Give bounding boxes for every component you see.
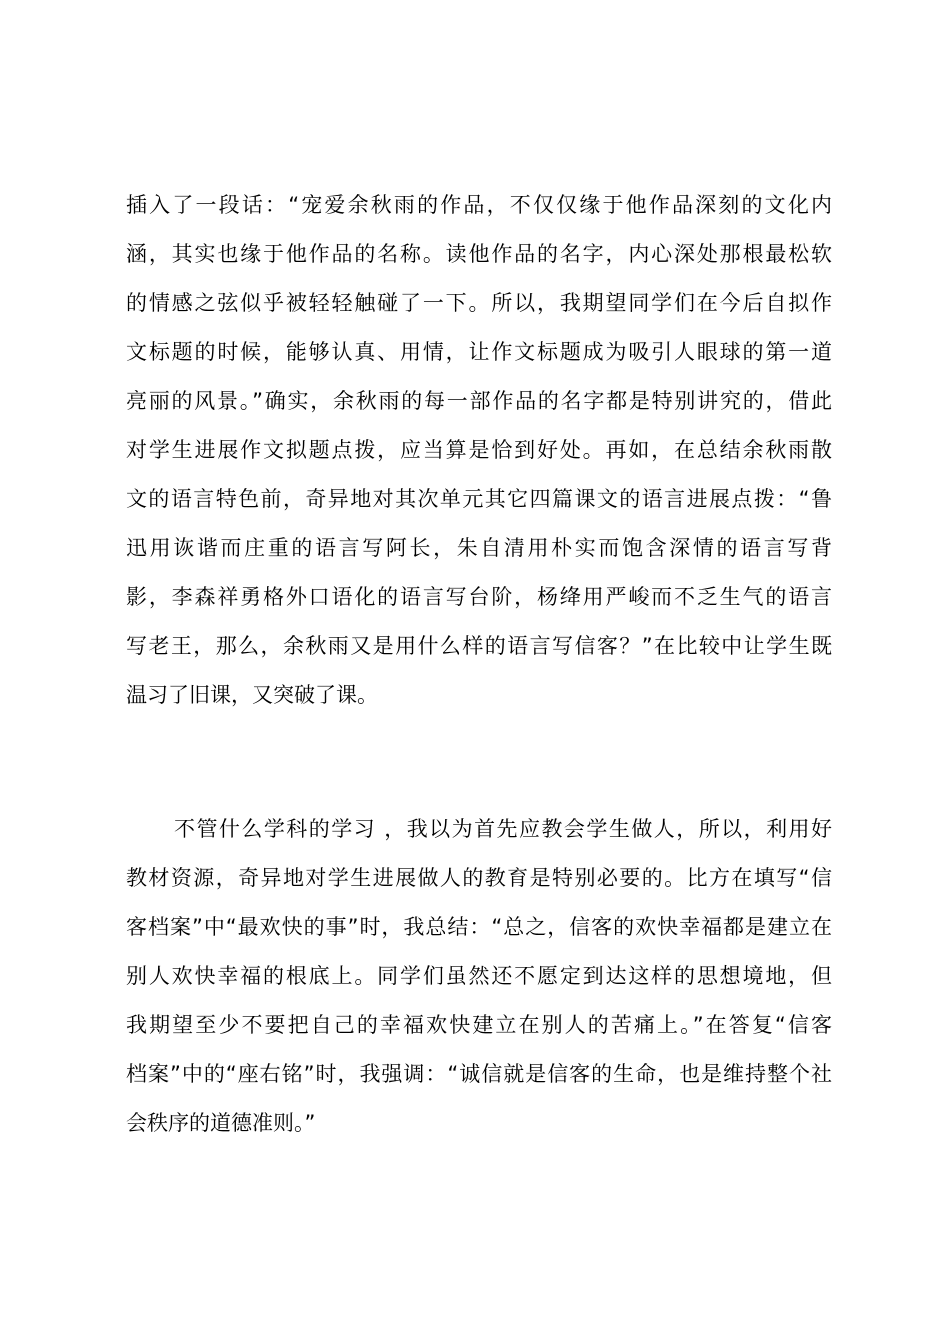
- paragraph-line: 会秩序的道德准则。”: [126, 1111, 316, 1135]
- paragraph-line: 教材资源，奇异地对学生进展做人的教育是特别必要的。比方在填写“信: [126, 866, 832, 890]
- paragraph-2: [126, 814, 832, 1134]
- paragraph-line: 不管什么学科的学习 ，我以为首先应教会学生做人，所以，利用好: [174, 817, 832, 841]
- paragraph-line: 写老王，那么，余秋雨又是用什么样的语言写信客？”在比较中让学生既: [126, 634, 832, 658]
- paragraph-line: 温习了旧课，又突破了课。: [126, 683, 378, 707]
- paragraph-line: 文标题的时候，能够认真、用情，让作文标题成为吸引人眼球的第一道: [126, 340, 832, 364]
- paragraph-line: 档案”中的“座右铭”时，我强调：“诚信就是信客的生命，也是维持整个社: [126, 1062, 832, 1086]
- paragraph-line: 影，李森祥勇格外口语化的语言写台阶，杨绛用严峻而不乏生气的语言: [126, 585, 832, 609]
- paragraph-line: 对学生进展作文拟题点拨，应当算是恰到好处。再如，在总结余秋雨散: [126, 438, 832, 462]
- paragraph-line: 文的语言特色前，奇异地对其次单元其它四篇课文的语言进展点拨：“鲁: [126, 487, 832, 511]
- paragraph-line: 别人欢快幸福的根底上。同学们虽然还不愿定到达这样的思想境地，但: [126, 964, 832, 988]
- paragraph-line: 亮丽的风景。”确实，余秋雨的每一部作品的名字都是特别讲究的，借此: [126, 389, 832, 413]
- paragraph-line: 涵，其实也缘于他作品的名称。读他作品的名字，内心深处那根最松软: [126, 242, 832, 266]
- paragraph-line: 客档案”中“最欢快的事”时，我总结：“总之，信客的欢快幸福都是建立在: [126, 915, 832, 939]
- paragraph-1: [126, 190, 832, 730]
- paragraph-line: 的情感之弦似乎被轻轻触碰了一下。所以，我期望同学们在今后自拟作: [126, 291, 832, 315]
- paragraph-line: 迅用诙谐而庄重的语言写阿长，朱自清用朴实而饱含深情的语言写背: [126, 536, 832, 560]
- paragraph-line: 我期望至少不要把自己的幸福欢快建立在别人的苦痛上。”在答复“信客: [126, 1013, 832, 1037]
- paragraph-line: 插入了一段话：“宠爱余秋雨的作品，不仅仅缘于他作品深刻的文化内: [126, 193, 832, 217]
